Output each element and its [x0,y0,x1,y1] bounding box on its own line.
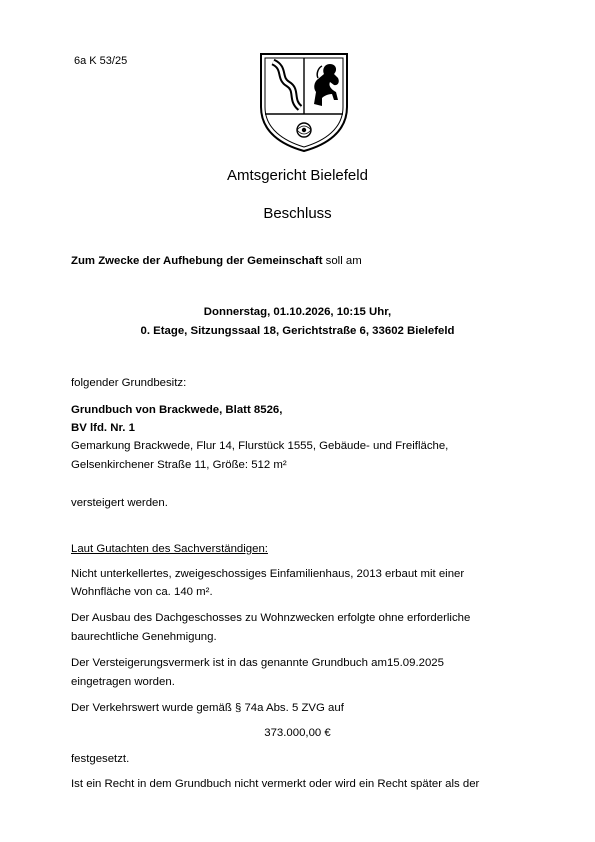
fixed-phrase: festgesetzt. [71,753,130,765]
case-number: 6a K 53/25 [74,55,128,67]
appraisal-p1-1: Nicht unterkellertes, zweigeschossiges Einfamilienhaus, 2013 erbaut mit einer [71,568,465,580]
appointment-location: 0. Etage, Sitzungssaal 18, Gerichtstraße 6, 33602 Bielefeld [140,325,455,337]
land-register: Grundbuch von Brackwede, Blatt 8526, [71,404,283,416]
appointment-date: Donnerstag, 01.10.2026, 10:15 Uhr, [203,306,392,318]
court-name: Amtsgericht Bielefeld [227,167,368,184]
appraisal-p2-2: baurechtliche Genehmigung. [71,631,217,643]
register-entry: BV lfd. Nr. 1 [71,422,135,434]
market-value: 373.000,00 € [264,727,331,739]
appraisal-p2-1: Der Ausbau des Dachgeschosses zu Wohnzwecken erfolgte ohne erforderliche [71,612,471,624]
intro-line [71,255,362,267]
appraisal-p3-1: Der Versteigerungsvermerk ist in das genannte Grundbuch am15.09.2025 [71,657,444,669]
nrw-coat-of-arms-icon [258,52,350,153]
appraisal-p4: Der Verkehrswert wurde gemäß § 74a Abs. 5 ZVG auf [71,702,344,714]
document-title: Beschluss [263,205,332,222]
auction-phrase: versteigert werden. [71,497,168,509]
property-description-2: Gelsenkirchener Straße 11, Größe: 512 m² [71,459,287,471]
property-description-1: Gemarkung Brackwede, Flur 14, Flurstück 1555, Gebäude- und Freifläche, [71,440,449,452]
intro-rest: soll am [322,255,362,267]
intro-bold: Zum Zwecke der Aufhebung der Gemeinschaft [71,255,323,267]
appraisal-p5: Ist ein Recht in dem Grundbuch nicht vermerkt oder wird ein Recht später als der [71,778,480,790]
appraisal-heading: Laut Gutachten des Sachverständigen: [71,543,268,555]
appraisal-p3-2: eingetragen worden. [71,676,175,688]
property-label: folgender Grundbesitz: [71,377,187,389]
appraisal-p1-2: Wohnfläche von ca. 140 m². [71,586,213,598]
